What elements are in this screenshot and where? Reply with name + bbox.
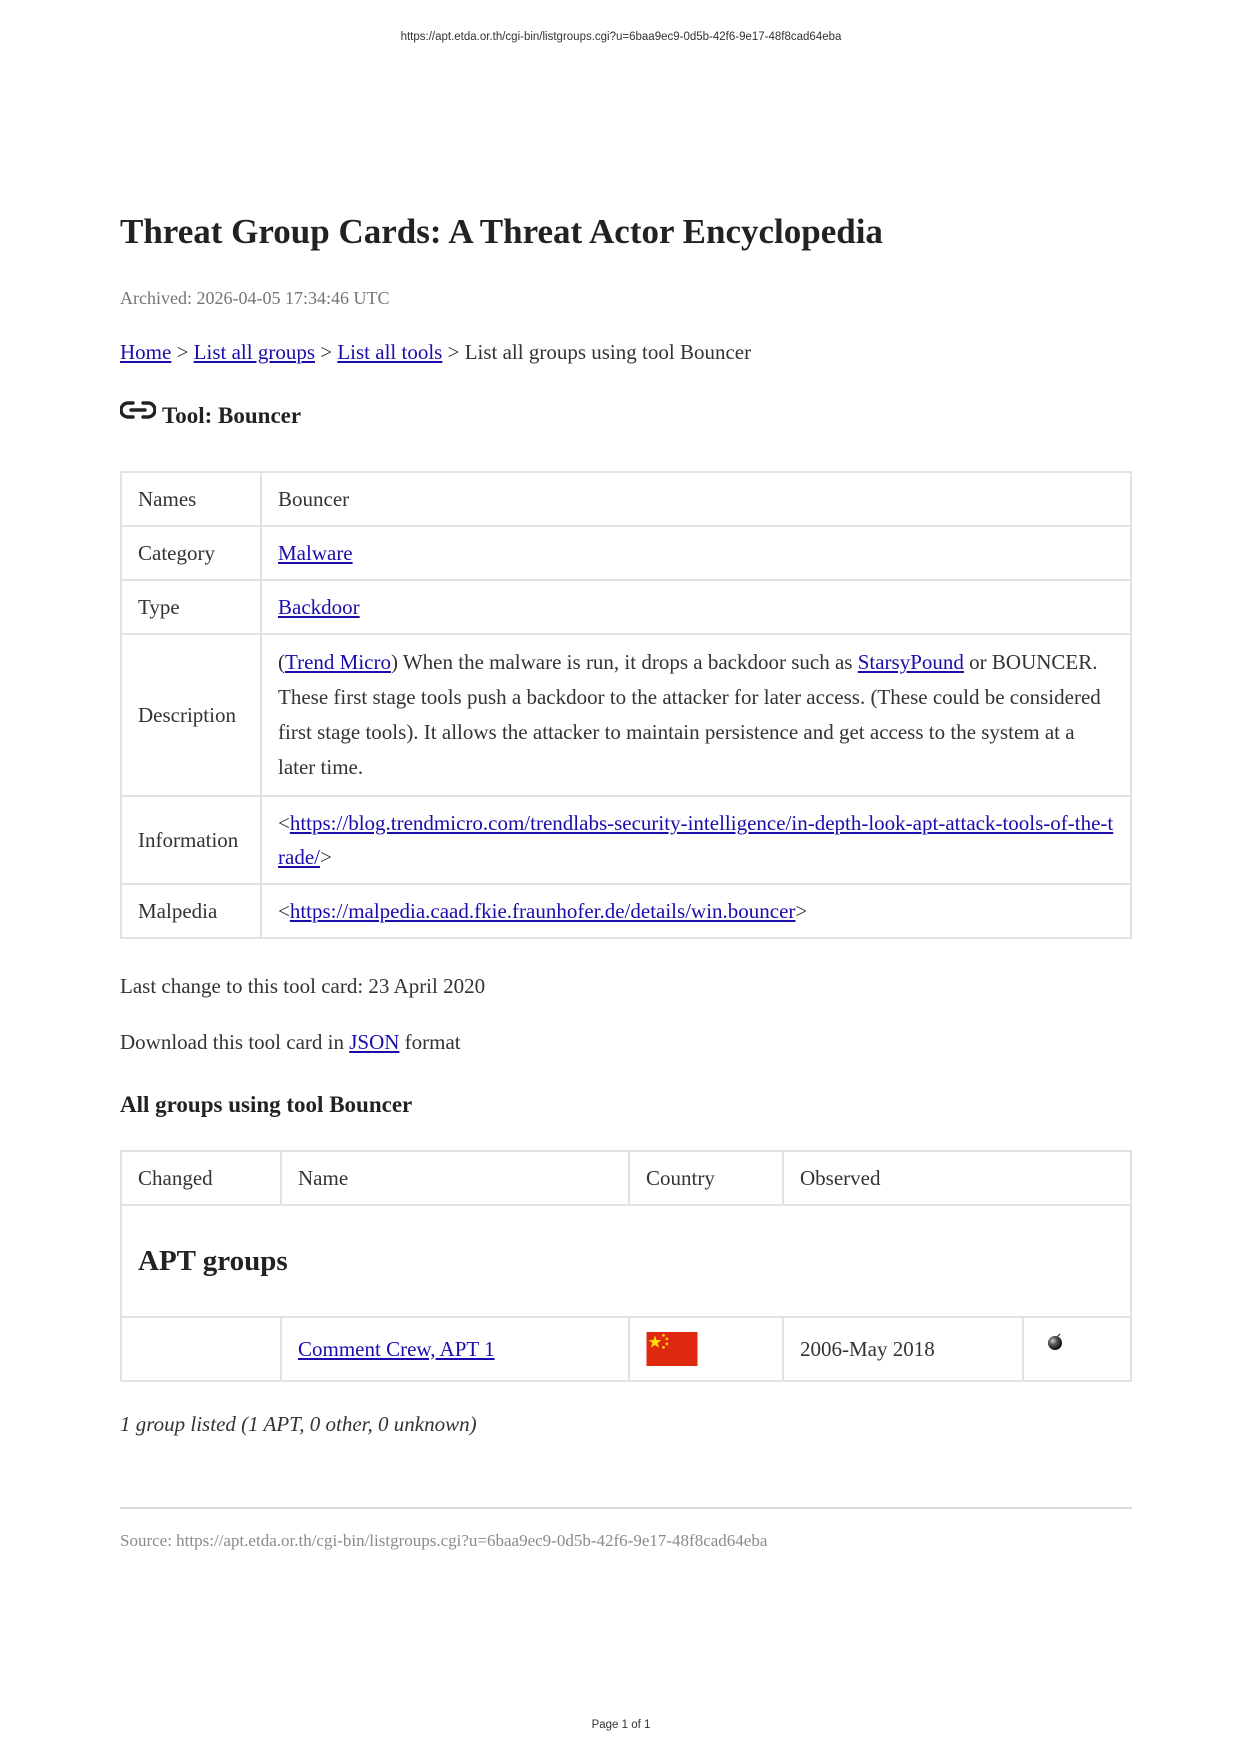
- observed-cell: 2006-May 2018: [783, 1317, 1023, 1381]
- category-cell: [261, 526, 1131, 580]
- names-value: Bouncer: [261, 472, 1131, 526]
- column-header-observed: Observed: [783, 1151, 1131, 1205]
- description-text: [261, 634, 1131, 796]
- last-change-text: Last change to this tool card: 23 April 2020: [120, 974, 486, 998]
- column-header-country: Country: [629, 1151, 783, 1205]
- groups-summary: 1 group listed (1 APT, 0 other, 0 unknown): [120, 1412, 477, 1436]
- type-cell: [261, 580, 1131, 634]
- json-download-link[interactable]: JSON: [349, 1030, 400, 1054]
- angle-open: <: [278, 811, 290, 835]
- information-url-link[interactable]: https://blog.trendmicro.com/trendlabs-security-intelligence/in-depth-look-apt-attack-tools-of-the-trade/: [278, 811, 1114, 869]
- groups-table: [120, 1150, 1132, 1382]
- description-paren: (: [278, 650, 285, 674]
- country-cell: [629, 1317, 783, 1381]
- download-text-post: format: [399, 1030, 461, 1054]
- malpedia-url-link[interactable]: https://malpedia.caad.fkie.fraunhofer.de/details/win.bouncer: [289, 898, 796, 923]
- link-icon: [120, 399, 156, 421]
- page-number: Page 1 of 1: [591, 1719, 651, 1731]
- apt-section-row: [121, 1205, 1131, 1317]
- download-text-pre: Download this tool card in: [120, 1030, 350, 1054]
- breadcrumb-separator: >: [442, 340, 465, 364]
- tool-heading: [120, 403, 301, 429]
- apt-groups-section-label: APT groups: [121, 1205, 1131, 1317]
- group-name-cell: [281, 1317, 629, 1381]
- footer-divider: [120, 1507, 1132, 1509]
- starsypound-link[interactable]: StarsyPound: [857, 650, 964, 674]
- column-header-changed: Changed: [121, 1151, 281, 1205]
- trend-micro-link[interactable]: Trend Micro: [285, 650, 391, 674]
- information-label: Information: [121, 796, 261, 884]
- names-row: [121, 472, 1131, 526]
- column-header-name: Name: [281, 1151, 629, 1205]
- source-footer: Source: https://apt.etda.or.th/cgi-bin/listgroups.cgi?u=6baa9ec9-0d5b-42f6-9e17-48f8cad64eba: [120, 1531, 768, 1550]
- bomb-icon: [1047, 1333, 1063, 1351]
- angle-close: >: [319, 845, 332, 869]
- malpedia-cell: [261, 884, 1131, 938]
- type-label: Type: [121, 580, 261, 634]
- type-row: [121, 580, 1131, 634]
- status-cell: [1023, 1317, 1131, 1381]
- description-part-1: ) When the malware is run, it drops a backdoor such as: [390, 650, 858, 674]
- breadcrumb-separator: >: [315, 340, 338, 364]
- description-row: [121, 634, 1131, 796]
- breadcrumb-home-link[interactable]: Home: [120, 340, 172, 364]
- malpedia-label: Malpedia: [121, 884, 261, 938]
- angle-close: >: [795, 898, 808, 923]
- download-line: [120, 1030, 461, 1055]
- breadcrumb-current: List all groups using tool Bouncer: [464, 340, 752, 364]
- china-flag-icon: [646, 1332, 698, 1366]
- names-label: Names: [121, 472, 261, 526]
- breadcrumb: [120, 340, 751, 365]
- breadcrumb-separator: >: [171, 340, 194, 364]
- information-cell: [261, 796, 1131, 884]
- information-row: [121, 796, 1131, 884]
- breadcrumb-list-all-groups-link[interactable]: List all groups: [193, 340, 315, 364]
- description-label: Description: [121, 634, 261, 796]
- description-part-2: or BOUNCER. These first stage tools push a backdoor to the attacker for later access. (These could be considered first stage tools). It allows the attacker to maintain persistence and get access to the system at a later time.: [278, 650, 1101, 779]
- groups-header-row: [121, 1151, 1131, 1205]
- breadcrumb-list-all-tools-link[interactable]: List all tools: [337, 340, 443, 364]
- changed-cell: [121, 1317, 281, 1381]
- category-row: [121, 526, 1131, 580]
- archived-timestamp: Archived: 2026-04-05 17:34:46 UTC: [120, 288, 390, 308]
- type-link[interactable]: Backdoor: [278, 594, 360, 619]
- table-row: [121, 1317, 1131, 1381]
- group-name-link[interactable]: Comment Crew, APT 1: [298, 1336, 495, 1361]
- tool-heading-text: Tool: Bouncer: [162, 403, 302, 428]
- category-label: Category: [121, 526, 261, 580]
- malpedia-row: [121, 884, 1131, 938]
- angle-open: <: [278, 898, 290, 923]
- tool-info-table: [120, 471, 1132, 939]
- page-url-header: https://apt.etda.or.th/cgi-bin/listgroups.cgi?u=6baa9ec9-0d5b-42f6-9e17-48f8cad64eba: [400, 31, 842, 43]
- groups-heading: All groups using tool Bouncer: [120, 1092, 413, 1117]
- category-link[interactable]: Malware: [278, 540, 353, 565]
- page-title: Threat Group Cards: A Threat Actor Encyclopedia: [120, 212, 883, 251]
